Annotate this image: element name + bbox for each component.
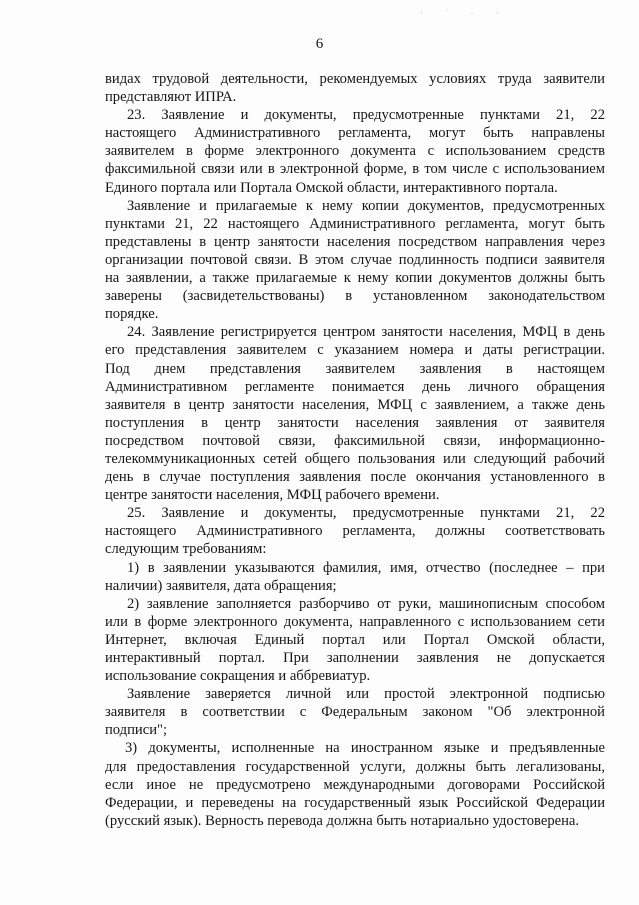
text-line: поступления в центр занятости населения заявления от заявителя xyxy=(105,414,605,431)
text-line: или в форме электронного документа, направленного с использованием сети xyxy=(105,613,605,630)
page-number: 6 xyxy=(315,36,324,52)
text-line: 3) документы, исполненные на иностранном языке и предъявленные xyxy=(125,740,605,757)
text-line: представлены в центр занятости населения посредством направления через xyxy=(105,233,605,250)
text-line: Административном регламенте понимается день личного обращения xyxy=(105,378,605,395)
text-line: настоящего Административного регламента, должны соответствовать xyxy=(105,523,605,540)
text-line: 2) заявление заполняется разборчиво от руки, машинописным способом xyxy=(127,595,605,612)
text-line: 1) в заявлении указываются фамилия, имя, отчество (последнее – при xyxy=(127,559,605,576)
text-line: Заявление и прилагаемые к нему копии документов, предусмотренных xyxy=(127,197,605,214)
text-line: Интернет, включая Единый портал или Портал Омской области, xyxy=(105,631,605,648)
text-line: Под днем представления заявителем заявления в настоящем xyxy=(105,360,605,377)
text-line: использование сокращения и аббревиатур. xyxy=(105,668,371,685)
text-line: заверены (засвидетельствованы) в установленном законодательством xyxy=(105,288,605,305)
text-line: следующим требованиям: xyxy=(105,541,267,558)
text-line: на заявлении, а также прилагаемые к нему копии документов должны быть xyxy=(105,270,605,287)
text-line: наличии) заявителя, дата обращения; xyxy=(105,577,337,594)
text-line: заявителем в форме электронного документа с использованием средств xyxy=(105,143,605,160)
text-line: 24. Заявление регистрируется центром занятости населения, МФЦ в день xyxy=(127,324,605,341)
scan-marks: · ˙ · · xyxy=(420,8,509,18)
text-line: организации почтовой связи. В этом случае подлинность подписи заявителя xyxy=(105,251,605,268)
text-line: для предоставления государственной услуги, должны быть легализованы, xyxy=(105,758,605,775)
text-line: (русский язык). Верность перевода должна быть нотариально удостоверена. xyxy=(105,812,580,829)
text-line: Заявление заверяется личной или простой электронной подписью xyxy=(127,686,605,703)
text-line: 23. Заявление и документы, предусмотренные пунктами 21, 22 xyxy=(127,107,605,124)
text-line: видах трудовой деятельности, рекомендуемых условиях труда заявители xyxy=(105,71,605,87)
text-line: представляют ИПРА. xyxy=(105,89,237,106)
text-line: телекоммуникационных сетей общего пользования или следующий рабочий xyxy=(105,450,605,467)
body-text xyxy=(105,70,605,830)
text-line: интерактивный портал. При заполнении заявления не допускается xyxy=(105,650,605,666)
text-line: заявителя в соответствии с Федеральным законом "Об электронной xyxy=(105,704,605,721)
text-line: пунктами 21, 22 настоящего Административного регламента, могут быть xyxy=(105,215,605,232)
text-line: если иное не предусмотрено международными договорами Российской xyxy=(105,776,605,793)
text-line: настоящего Административного регламента, могут быть направлены xyxy=(105,125,605,142)
text-line: подписи"; xyxy=(105,722,168,739)
text-line: Единого портала или Портала Омской области, интерактивного портала. xyxy=(105,179,558,196)
text-line: 25. Заявление и документы, предусмотренные пунктами 21, 22 xyxy=(127,505,605,522)
text-line: день в случае поступления заявления после окончания установленного в xyxy=(105,469,605,486)
text-line: Федерации, и переведены на государственный язык Российской Федерации xyxy=(105,794,605,811)
text-line: заявителя в центр занятости населения, МФЦ с заявлением, а также день xyxy=(105,396,605,413)
text-line: центре занятости населения, МФЦ рабочего времени. xyxy=(105,487,440,504)
text-line: его представления заявителем с указанием номера и даты регистрации. xyxy=(105,342,605,359)
text-line: посредством почтовой связи, факсимильной связи, информационно- xyxy=(105,432,605,449)
text-line: порядке. xyxy=(105,306,159,323)
text-line: факсимильной связи или в электронной форме, в том числе с использованием xyxy=(105,161,605,178)
